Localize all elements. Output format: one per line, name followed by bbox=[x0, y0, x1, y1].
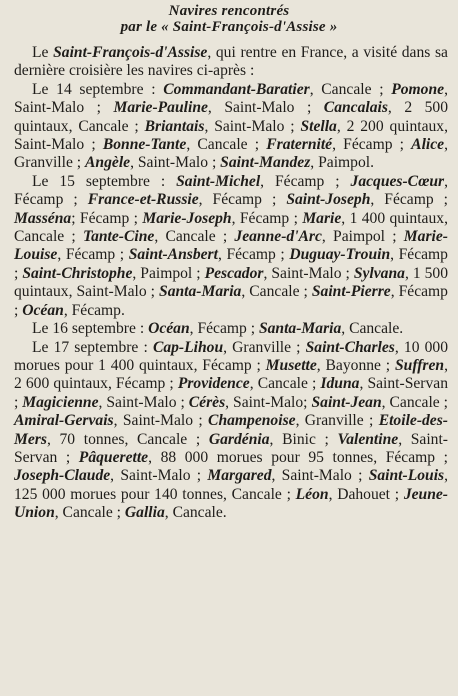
text-segment: , Cancale ; bbox=[241, 283, 312, 301]
ship-name: Gallia bbox=[124, 504, 165, 522]
text-segment: , 2 200 quintaux, Saint-Malo ; bbox=[14, 117, 448, 154]
text-segment: Le bbox=[32, 44, 54, 61]
text-segment: , Fécamp ; bbox=[370, 191, 449, 209]
ship-name: Saint-Charles bbox=[305, 338, 395, 356]
ship-name: Tante-Cine bbox=[82, 228, 155, 246]
ship-name: Pescador bbox=[204, 264, 264, 282]
ship-name: Magicienne bbox=[22, 393, 99, 411]
ship-name: Océan bbox=[148, 320, 190, 338]
text-segment: , Saint-Malo ; bbox=[98, 393, 189, 411]
text-segment: , Fécamp ; bbox=[260, 172, 351, 190]
text-segment: , Saint-Malo ; bbox=[271, 467, 369, 485]
title-line-2: par le « Saint-François-d'Assise » bbox=[120, 19, 338, 35]
ship-name: Jeune-Union bbox=[14, 485, 448, 522]
paragraph bbox=[14, 173, 448, 320]
text-segment: , Fécamp ; bbox=[14, 246, 448, 282]
text-segment: , Fécamp ; bbox=[231, 209, 303, 227]
ship-name: Iduna bbox=[320, 375, 360, 393]
ship-name: Saint-Michel bbox=[176, 172, 261, 190]
text-segment: , Saint-Servan ; bbox=[14, 430, 448, 466]
paragraph bbox=[14, 339, 448, 523]
ship-name: Marie-Joseph bbox=[142, 209, 232, 227]
text-segment: , Saint-Malo ; bbox=[113, 412, 209, 430]
text-segment: , Fécamp ; bbox=[217, 246, 290, 264]
text-segment: , Saint-Malo ; bbox=[263, 264, 354, 282]
ship-name: Pomone bbox=[391, 80, 445, 98]
text-segment: , Cancale ; bbox=[381, 393, 449, 411]
ship-name: Saint-Pierre bbox=[311, 283, 391, 301]
ship-name: Joseph-Claude bbox=[14, 467, 111, 485]
ship-name: Saint-Ansbert bbox=[128, 246, 218, 264]
ship-name: Cancalais bbox=[323, 99, 388, 117]
text-segment: , Saint-Malo ; bbox=[204, 117, 301, 135]
ship-name: Suffren bbox=[394, 356, 445, 374]
ship-name: Valentine bbox=[337, 430, 399, 448]
text-segment: , Saint-Malo ; bbox=[207, 99, 324, 117]
text-segment: ; Fécamp ; bbox=[71, 209, 143, 227]
text-segment: , Dahouet ; bbox=[328, 485, 404, 503]
ship-name: Duguay-Trouin bbox=[289, 246, 391, 264]
ship-name: Etoile-des-Mers bbox=[14, 412, 448, 448]
text-segment: , 2 600 quintaux, Fécamp ; bbox=[14, 356, 448, 393]
ship-name: Angèle bbox=[85, 154, 131, 172]
text-segment: , Fécamp ; bbox=[189, 320, 259, 338]
ship-name: Pâquerette bbox=[78, 448, 149, 466]
ship-name: Cap-Lihou bbox=[152, 338, 224, 356]
text-segment: , Fécamp ; bbox=[14, 283, 448, 319]
text-segment: , Fécamp ; bbox=[57, 246, 129, 264]
ship-name: Marie bbox=[302, 209, 342, 227]
text-segment: , 2 500 quintaux, Cancale ; bbox=[14, 99, 448, 135]
paragraph bbox=[14, 320, 448, 338]
text-segment: , Granville ; bbox=[14, 136, 448, 172]
text-segment: , Cancale ; bbox=[54, 504, 125, 522]
ship-name: Briantais bbox=[144, 117, 205, 135]
ship-name: Saint-Joseph bbox=[286, 191, 371, 209]
text-segment: , 88 000 morues pour 95 tonnes, Fécamp ; bbox=[148, 448, 448, 466]
text-segment: , Saint-Malo; bbox=[225, 393, 312, 411]
text-segment: , Saint-Malo ; bbox=[110, 467, 208, 485]
ship-name: Musette bbox=[265, 356, 317, 374]
ship-name: Bonne-Tante bbox=[102, 136, 187, 154]
ship-name: Fraternité bbox=[266, 136, 333, 154]
text-segment: Le 15 septembre : bbox=[32, 172, 177, 190]
text-segment: , Paimpol. bbox=[310, 154, 374, 172]
text-segment: , qui rentre en France, a visité dans sa dernière croisière les navires ci-après : bbox=[14, 44, 448, 80]
ship-name: Jacques-Cœur bbox=[350, 172, 445, 190]
ship-name: Saint-Louis bbox=[368, 467, 445, 485]
ship-name: Saint-Mandez bbox=[220, 154, 311, 172]
article-title bbox=[0, 3, 458, 35]
text-segment: , Cancale. bbox=[164, 504, 227, 522]
ship-name: Santa-Maria bbox=[258, 320, 342, 338]
text-segment: , Binic ; bbox=[269, 430, 338, 448]
ship-name: Margared bbox=[207, 467, 272, 485]
ship-name: Gardénia bbox=[208, 430, 270, 448]
text-segment: , 1 500 quintaux, Saint-Malo ; bbox=[14, 264, 449, 301]
text-segment: , Fécamp. bbox=[63, 301, 125, 319]
ship-name: Stella bbox=[300, 117, 337, 135]
text-segment: , Paimpol ; bbox=[132, 264, 205, 282]
text-segment: , Saint-Malo ; bbox=[14, 80, 448, 117]
text-segment: , Saint-Malo ; bbox=[130, 154, 221, 172]
ship-name: Saint-Jean bbox=[311, 393, 382, 411]
text-segment: , 125 000 morues pour 140 tonnes, Cancale ; bbox=[14, 467, 449, 503]
text-segment: , Cancale. bbox=[341, 320, 404, 338]
text-segment: , Granville ; bbox=[223, 338, 306, 356]
ship-name: Alice bbox=[411, 136, 445, 154]
text-segment: , Fécamp ; bbox=[332, 136, 412, 154]
text-segment: , Fécamp ; bbox=[14, 172, 448, 209]
text-segment: Le 16 septembre : bbox=[32, 320, 149, 338]
ship-name: Jeanne-d'Arc bbox=[234, 228, 322, 246]
ship-name: Sylvana bbox=[353, 264, 405, 282]
text-segment: , Bayonne ; bbox=[316, 356, 395, 374]
article-body bbox=[14, 44, 448, 523]
paragraph bbox=[14, 81, 448, 173]
ship-name: Léon bbox=[295, 485, 329, 503]
text-segment: , Cancale ; bbox=[249, 375, 321, 393]
ship-name: Amiral-Gervais bbox=[14, 412, 114, 430]
ship-name: Saint-Christophe bbox=[22, 264, 133, 282]
text-segment: , Cancale ; bbox=[186, 136, 267, 154]
text-segment: Le 14 septembre : bbox=[32, 80, 164, 98]
title-line-1: Navires rencontrés bbox=[168, 3, 290, 19]
ship-name: Commandant-Baratier bbox=[163, 80, 310, 98]
paragraph bbox=[14, 44, 448, 81]
ship-name: Providence bbox=[177, 375, 250, 393]
ship-name: Champenoise bbox=[208, 412, 296, 430]
ship-name: Masséna bbox=[14, 209, 72, 227]
text-segment: , Fécamp ; bbox=[198, 191, 287, 209]
ship-name: Cérès bbox=[188, 393, 226, 411]
text-segment: , Cancale ; bbox=[309, 80, 392, 98]
text-segment: , 10 000 morues pour 1 400 quintaux, Fécamp ; bbox=[14, 338, 448, 374]
ship-name: Santa-Maria bbox=[159, 283, 242, 301]
ship-name: Saint-François-d'Assise bbox=[53, 44, 208, 61]
text-segment: , 70 tonnes, Cancale ; bbox=[46, 430, 209, 448]
text-segment: , Cancale ; bbox=[154, 228, 235, 246]
ship-name: France-et-Russie bbox=[87, 191, 199, 209]
ship-name: Océan bbox=[22, 301, 64, 319]
text-segment: Le 17 septembre : bbox=[32, 338, 153, 356]
text-segment: , 1 400 quintaux, Cancale ; bbox=[14, 209, 448, 246]
ship-name: Marie-Louise bbox=[14, 228, 448, 264]
text-segment: , Granville ; bbox=[295, 412, 379, 430]
ship-name: Marie-Pauline bbox=[113, 99, 208, 117]
text-segment: , Saint-Servan ; bbox=[14, 375, 448, 411]
text-segment: , Paimpol ; bbox=[321, 228, 404, 246]
